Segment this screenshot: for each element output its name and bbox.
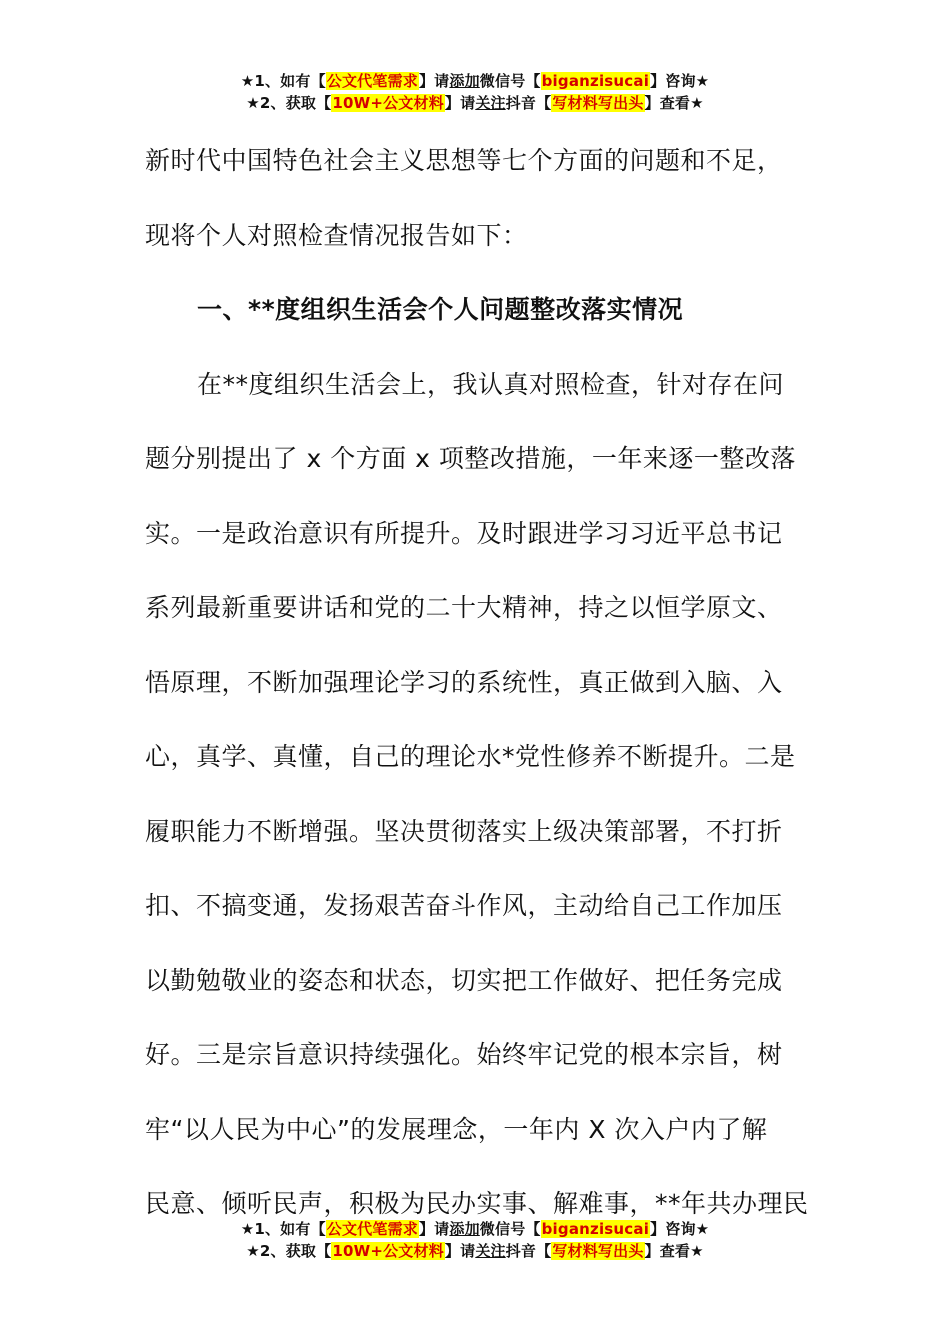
body-line: 扣、不搞变通，发扬艰苦奋斗作风，主动给自己工作加压 [145,891,783,920]
banner-text: 】咨询★ [650,72,710,90]
body-line: 现将个人对照检查情况报告如下： [145,220,528,250]
body-line: 履职能力不断增强。坚决贯彻落实上级决策部署，不打折 [145,816,783,846]
banner-text: 】请 [444,94,476,112]
body-line: 实。一是政治意识有所提升。及时跟进学习习近平总书记 [145,518,783,548]
banner-highlight: biganzisucai [541,1220,650,1238]
banner-highlight: 公文代笔需求 [326,72,418,90]
body-line: 以勤勉敬业的姿态和状态，切实把工作做好、把任务完成 [145,965,783,995]
banner-line-2 [0,92,950,114]
banner-text: 微信号【 [479,72,541,90]
banner-highlight: 10W+公文材料 [332,1242,444,1260]
banner-line-2 [0,1240,950,1262]
body-line: 民意、倾听民声，积极为民办实事、解难事，**年共办理民 [145,1189,809,1218]
banner-text: ★1、如有【 [240,1220,326,1238]
banner-highlight: 写材料写出头 [552,1242,644,1260]
banner-highlight: 公文代笔需求 [326,1220,418,1238]
banner-text: 】请 [418,1220,450,1238]
footer-banner [0,1218,950,1262]
banner-text: ★2、获取【 [246,94,332,112]
banner-highlight: biganzisucai [541,72,650,90]
banner-highlight: 10W+公文材料 [332,94,444,112]
banner-text: 】查看★ [644,1242,704,1260]
banner-text: 】咨询★ [650,1220,710,1238]
banner-underline: 关注 [475,94,506,112]
banner-underline: 关注 [475,1242,506,1260]
document-body [145,124,815,1242]
section-heading: 一、**度组织生活会个人问题整改落实情况 [197,295,684,324]
body-line: 系列最新重要讲话和党的二十大精神，持之以恒学原文、 [145,593,783,622]
body-line: 悟原理，不断加强理论学习的系统性，真正做到入脑、入 [145,667,783,697]
banner-line-1 [0,1218,950,1240]
banner-text: 抖音【 [505,1242,552,1260]
banner-text: ★2、获取【 [246,1242,332,1260]
body-line: 好。三是宗旨意识持续强化。始终牢记党的根本宗旨，树 [145,1040,783,1069]
banner-text: 】查看★ [644,94,704,112]
banner-line-1 [0,70,950,92]
banner-text: 微信号【 [479,1220,541,1238]
banner-underline: 添加 [449,72,480,90]
body-line: 心，真学、真懂，自己的理论水*党性修养不断提升。二是 [145,742,796,771]
header-banner [0,70,950,114]
body-line: 牢“以人民为中心”的发展理念，一年内 X 次入户内了解 [145,1114,768,1144]
banner-text: ★1、如有【 [240,72,326,90]
body-line: 新时代中国特色社会主义思想等七个方面的问题和不足， [145,146,783,175]
banner-highlight: 写材料写出头 [552,94,644,112]
banner-text: 】请 [444,1242,476,1260]
body-line: 题分别提出了 x 个方面 x 项整改措施，一年来逐一整改落 [145,444,796,473]
banner-text: 抖音【 [505,94,552,112]
banner-text: 】请 [418,72,450,90]
paragraph-first-line: 在**度组织生活会上，我认真对照检查，针对存在问 [197,369,785,399]
banner-underline: 添加 [449,1220,480,1238]
